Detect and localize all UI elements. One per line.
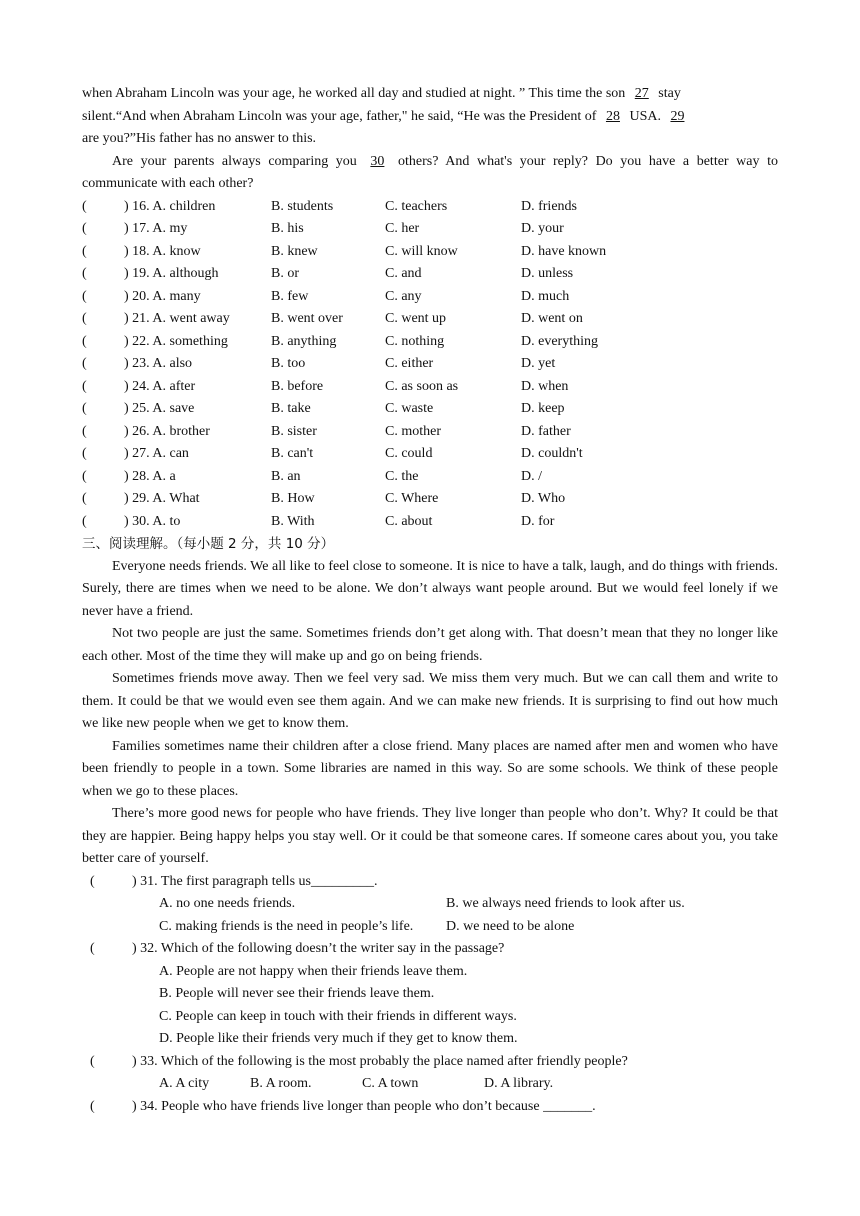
question-number-option-a: ) 17. A. my <box>124 221 188 236</box>
question-text: ) 31. The first paragraph tells us_________. <box>132 873 378 889</box>
question-number-option-a: ) 20. A. many <box>124 288 201 304</box>
reading-paragraph: There’s more good news for people who have friends. They live longer than people who don’t. Why? It could be that they are happier. Being happy helps you stay well. Or it could be that someone cares. If someone cares about you, you take better care of yourself. <box>82 806 778 866</box>
option-b: B. A room. <box>250 1076 312 1091</box>
answer-paren[interactable]: ( <box>82 491 87 506</box>
option-b: B. an <box>271 468 301 484</box>
option-c: C. nothing <box>385 333 445 349</box>
option-row <box>82 398 778 421</box>
option-b: B. With <box>271 513 315 529</box>
answer-paren[interactable]: ( <box>82 378 87 394</box>
option-d: D. People like their friends very much if they get to know them. <box>159 1031 518 1046</box>
question-number-option-a: ) 27. A. can <box>124 446 189 461</box>
option-c: C. teachers <box>385 198 448 214</box>
blank-28: 28 <box>605 108 620 124</box>
option-d: D. father <box>521 423 571 439</box>
option-b: B. students <box>271 198 334 214</box>
reading-paragraph: Families sometimes name their children after a close friend. Many places are named after men and women who have been friendly to people in a town. Some libraries are named in this way. So are some schools. We think of these people when we go to these places. <box>82 738 778 799</box>
option-d: D. have known <box>521 243 607 259</box>
reading-paragraph: Everyone needs friends. We all like to feel close to someone. It is nice to have a talk, laugh, and do things with friends. Surely, there are times when we need to be alone. We don’t always want people around. But we would feel lonely if we never have a friend. <box>82 558 778 619</box>
option-b: B. can't <box>271 446 314 461</box>
option-d: D. friends <box>521 198 577 214</box>
intro-line-3 <box>82 128 778 151</box>
question-number-option-a: ) 21. A. went away <box>124 311 230 326</box>
intro-line-2 <box>82 106 778 129</box>
option-c: C. the <box>385 468 419 484</box>
option-d: D. unless <box>521 266 574 281</box>
option-b: B. anything <box>271 333 337 349</box>
option-b: B. before <box>271 378 324 394</box>
option-a: A. A city <box>159 1076 210 1091</box>
option-d: D. Who <box>521 491 566 506</box>
option-c: C. mother <box>385 423 441 439</box>
option-row <box>82 263 778 286</box>
option-c: C. went up <box>385 311 447 326</box>
option-c: C. her <box>385 221 420 236</box>
question-number-option-a: ) 19. A. although <box>124 266 219 281</box>
option-c: C. either <box>385 356 434 371</box>
option-row <box>82 353 778 376</box>
option-row <box>82 421 778 444</box>
answer-paren[interactable]: ( <box>82 198 87 214</box>
option-b: B. few <box>271 288 309 304</box>
intro-text: are you?”His father has no answer to this. <box>82 131 317 146</box>
option-c: C. A town <box>362 1076 419 1091</box>
reading-passage <box>82 556 778 871</box>
intro-text: silent.“And when Abraham Lincoln was your age, father," he said, “He was the President of <box>82 108 600 124</box>
answer-paren[interactable]: ( <box>90 1098 95 1114</box>
reading-paragraph: Not two people are just the same. Sometimes friends don’t get along with. That doesn’t mean that they no longer like each other. Most of the time they will make up and go on being friends. <box>82 626 778 664</box>
option-b: B. sister <box>271 423 317 439</box>
option-b: B. his <box>271 221 304 236</box>
option-row <box>82 443 778 466</box>
answer-paren[interactable]: ( <box>82 446 87 461</box>
option-d: D. when <box>521 378 569 394</box>
option-a: A. no one needs friends. <box>159 896 296 911</box>
option-c: C. about <box>385 513 433 529</box>
answer-paren[interactable]: ( <box>90 941 95 956</box>
option-c: C. Where <box>385 491 439 506</box>
question-number-option-a: ) 18. A. know <box>124 243 201 259</box>
option-row <box>82 218 778 241</box>
option-c: C. will know <box>385 243 458 259</box>
answer-paren[interactable]: ( <box>82 266 87 281</box>
section-title: 三、阅读理解。（每小题 2 分，共 10 分） <box>82 536 335 552</box>
option-b: B. we always need friends to look after us. <box>446 896 685 911</box>
option-d: D. we need to be alone <box>446 918 575 934</box>
option-d: D. everything <box>521 333 598 349</box>
question-number-option-a: ) 28. A. a <box>124 468 176 484</box>
question-number-option-a: ) 29. A. What <box>124 491 200 506</box>
closing-text: others? And what's your reply? Do you have a better way to communicate with each other? <box>82 153 778 191</box>
intro-text: stay <box>654 86 681 101</box>
answer-paren[interactable]: ( <box>82 243 87 259</box>
question-number-option-a: ) 23. A. also <box>124 356 193 371</box>
option-b: B. People will never see their friends leave them. <box>159 986 435 1001</box>
option-row <box>82 376 778 399</box>
answer-paren[interactable]: ( <box>82 288 87 304</box>
question-number-option-a: ) 24. A. after <box>124 378 196 394</box>
option-d: D. / <box>521 468 542 484</box>
question-number-option-a: ) 26. A. brother <box>124 423 210 439</box>
question-text: ) 33. Which of the following is the most probably the place named after friendly people? <box>132 1053 628 1069</box>
option-d: D. much <box>521 288 570 304</box>
option-c: C. as soon as <box>385 378 459 394</box>
option-c: C. making friends is the need in people’s life. <box>159 918 414 934</box>
option-d: D. A library. <box>484 1076 554 1091</box>
option-d: D. went on <box>521 311 583 326</box>
cloze-options-list <box>82 196 778 534</box>
answer-paren[interactable]: ( <box>82 468 87 484</box>
option-c: C. and <box>385 266 422 281</box>
option-d: D. your <box>521 221 564 236</box>
intro-line-1 <box>82 83 778 106</box>
option-a: A. People are not happy when their friends leave them. <box>159 963 468 979</box>
option-b: B. too <box>271 356 306 371</box>
closing-paragraph <box>82 151 778 196</box>
question-number-option-a: ) 22. A. something <box>124 333 228 349</box>
answer-paren[interactable]: ( <box>90 1053 95 1069</box>
question-number-option-a: ) 30. A. to <box>124 513 181 529</box>
answer-paren[interactable]: ( <box>82 221 87 236</box>
option-c: C. could <box>385 446 433 461</box>
option-c: C. any <box>385 288 422 304</box>
answer-paren[interactable]: ( <box>82 356 87 371</box>
answer-paren[interactable]: ( <box>82 401 87 416</box>
option-b: B. or <box>271 266 299 281</box>
answer-paren[interactable]: ( <box>82 513 87 529</box>
option-d: D. yet <box>521 356 556 371</box>
blank-29: 29 <box>670 108 685 124</box>
option-b: B. How <box>271 491 315 506</box>
answer-paren[interactable]: ( <box>82 333 87 349</box>
closing-text: Are your parents always comparing you <box>112 153 365 169</box>
option-d: D. keep <box>521 401 565 416</box>
option-row <box>82 331 778 354</box>
option-b: B. knew <box>271 243 318 259</box>
question-text: ) 34. People who have friends live longer than people who don’t because _______. <box>132 1098 596 1114</box>
question-31 <box>82 871 778 939</box>
answer-paren[interactable]: ( <box>82 311 87 326</box>
option-row <box>82 511 778 534</box>
option-row <box>82 286 778 309</box>
option-d: D. for <box>521 513 555 529</box>
option-row <box>82 488 778 511</box>
option-row <box>82 308 778 331</box>
option-d: D. couldn't <box>521 446 583 461</box>
option-row <box>82 466 778 489</box>
option-c: C. People can keep in touch with their friends in different ways. <box>159 1008 517 1024</box>
question-text: ) 32. Which of the following doesn’t the writer say in the passage? <box>132 941 505 956</box>
answer-paren[interactable]: ( <box>90 873 95 889</box>
option-b: B. take <box>271 401 311 416</box>
intro-text: USA. <box>625 108 665 124</box>
question-34 <box>82 1096 778 1119</box>
reading-paragraph: Sometimes friends move away. Then we feel very sad. We miss them very much. But we can call them and write to them. It could be that we would even see them again. And we can make new friends. It is surprising to find out how much we like new people when we get to know them. <box>82 671 778 731</box>
option-row <box>82 196 778 219</box>
intro-text: when Abraham Lincoln was your age, he worked all day and studied at night. ” This time the son <box>82 86 629 101</box>
question-33 <box>82 1051 778 1096</box>
blank-27: 27 <box>634 86 649 101</box>
option-b: B. went over <box>271 311 343 326</box>
question-number-option-a: ) 16. A. children <box>124 198 216 214</box>
question-number-option-a: ) 25. A. save <box>124 401 195 416</box>
exam-page <box>82 83 778 1118</box>
option-row <box>82 241 778 264</box>
answer-paren[interactable]: ( <box>82 423 87 439</box>
blank-30: 30 <box>370 153 385 169</box>
question-32 <box>82 938 778 1051</box>
option-c: C. waste <box>385 401 434 416</box>
